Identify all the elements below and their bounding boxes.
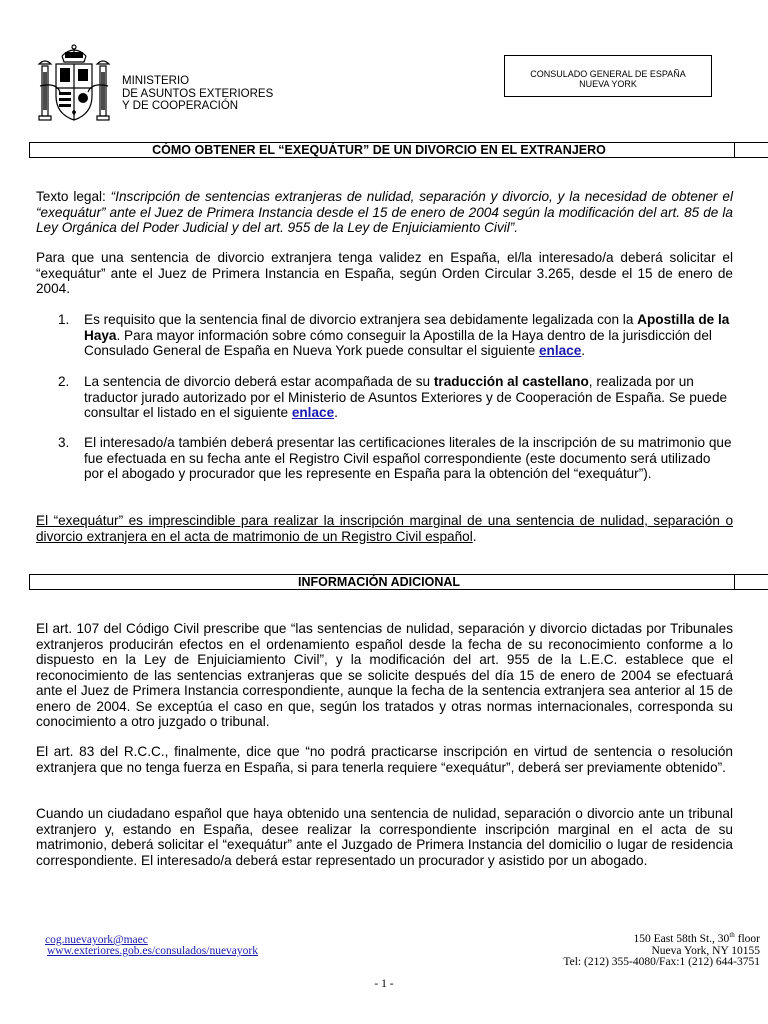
section-title: INFORMACIÓN ADICIONAL [297, 575, 461, 589]
ministry-line: Y DE COOPERACIÓN [122, 100, 239, 112]
legal-quote: “Inscripción de sentencias extranjeras de nulidad, separación y divorcio, y la necesidad de obtener el “exequátur” ante el Juez de Primera Instancia desde el 15 de enero de 2004 según la modificación del art. 85 de la Ley Orgánica del Poder Judicial y del art. 955 de la Ley de Enjuiciamiento Civil”. [36, 189, 733, 235]
website-link[interactable]: www.exteriores.gob.es/consulados/nuevayork [47, 945, 258, 957]
info-paragraph: Cuando un ciudadano español que haya obtenido una sentencia de nulidad, separación o divorcio ante un tribunal extranjero y, estando en España, desee realizar la correspondiente inscripción marginal en el acta de su matrimonio, deberá solicitar el “exequátur” ante el Juzgado de Primera Instancia del domicilio o lugar de residencia correspondiente. El interesado/a deberá estar representado un procurador y asistido por un abogado. [36, 806, 733, 868]
legal-text-paragraph [36, 189, 733, 236]
list-item [58, 435, 733, 482]
consulate-line: CONSULADO GENERAL DE ESPAÑA [530, 69, 686, 79]
title-bar-tab [734, 574, 768, 590]
translators-link[interactable]: enlace [291, 405, 335, 420]
info-paragraph: El art. 107 del Código Civil prescribe que “las sentencias de nulidad, separación y divorcio dictadas por Tribunales extranjeros producirán efectos en el ordenamiento español desde la fecha de su reconocimiento conforme a lo dispuesto en la Ley de Enjuiciamiento Civil”, y la modificación del art. 955 de la L.E.C. establece que el reconocimiento de las sentencias extranjeras que se solicite después del día 15 de enero de 2004 se efectuará ante el Juez de Primera Instancia correspondiente, aunque la fecha de la sentencia extranjera sea anterior al 15 de enero de 2004. Se exceptúa el caso en que, según los tratados y otras normas internacionales, corresponda su conocimiento a otro juzgado o tribunal. [36, 621, 733, 729]
list-item [58, 374, 733, 421]
closing-underlined: El “exequátur” es imprescindible para realizar la inscripción marginal de una sentencia de nulidad, separación o divorcio extranjera en el acta de matrimonio de un Registro Civil español [36, 513, 733, 544]
address-street: 150 East 58th St., 30 [633, 933, 730, 945]
ministry-line: MINISTERIO [122, 75, 190, 87]
ministry-line: DE ASUNTOS EXTERIORES [122, 87, 274, 100]
list-text-part: Es requisito que la sentencia final de divorcio extranjera sea debidamente legalizada con la [84, 312, 638, 327]
email-link[interactable]: cog.nuevayork@maec [45, 934, 148, 946]
page-number: - 1 - [374, 978, 394, 990]
list-text-part: . [334, 405, 338, 420]
info-paragraph: El art. 83 del R.C.C., finalmente, dice que “no podrá practicarse inscripción en virtud de sentencia o resolución extranjera que no tenga fuerza en España, si para tenerla requiere “exequátur”, deberá ser previamente obtenido”. [36, 744, 733, 775]
section-title: CÓMO OBTENER EL “EXEQUÁTUR” DE UN DIVORCIO EN EL EXTRANJERO [152, 143, 606, 157]
ministry-name [122, 75, 273, 113]
list-text-part: . [581, 343, 586, 358]
address-line: Nueva York, NY 10155 [651, 944, 760, 957]
apostille-link[interactable]: enlace [538, 343, 582, 358]
legal-label: Texto legal: [36, 189, 111, 204]
spanish-coat-of-arms-icon [36, 42, 112, 126]
list-text-part: La sentencia de divorcio deberá estar acompañada de su [84, 374, 434, 389]
address-line [563, 931, 760, 946]
address-ordinal: th [729, 931, 735, 940]
address-floor: floor [734, 933, 760, 945]
consulate-box [504, 55, 712, 97]
translation-bold: traducción al castellano [433, 374, 589, 389]
consulate-line: NUEVA YORK [579, 79, 637, 89]
list-text [84, 312, 733, 359]
apostille-bold: Apostilla de la Haya [84, 312, 730, 343]
list-text [84, 374, 733, 421]
closing-paragraph [36, 513, 733, 544]
list-text-part: , realizada por un traductor jurado autorizado por el Ministerio de Asuntos Exteriores y de Cooperación de España. Se puede consultar el listado en el siguiente [84, 374, 728, 420]
list-text-part: . Para mayor información sobre cómo conseguir la Apostilla de la Haya dentro de la jurisdicción del Consulado General de España en Nueva York puede consultar el siguiente [84, 327, 712, 358]
title-bar-tab [734, 142, 768, 158]
address-block [563, 931, 760, 969]
closing-end: . [472, 528, 477, 544]
list-item [58, 312, 733, 359]
list-number: 2. [58, 374, 70, 389]
list-number: 1. [58, 312, 70, 327]
list-number: 3. [58, 435, 70, 450]
address-line: Tel: (212) 355-4080/Fax:1 (212) 644-3751 [563, 956, 760, 968]
intro-paragraph: Para que una sentencia de divorcio extranjera tenga validez en España, el/la interesado/a deberá solicitar el “exequátur” ante el Juez de Primera Instancia en España, según Orden Circular 3.265, desde el 15 de enero de 2004. [36, 250, 733, 296]
section-title-bar [29, 574, 768, 590]
section-title-bar [29, 142, 768, 158]
coat-of-arms-icon [36, 42, 112, 126]
list-text: El interesado/a también deberá presentar las certificaciones literales de la inscripción de su matrimonio que fue efectuada en su fecha ante el Registro Civil español correspondiente (este documento será utilizado por el abogado y procurador que les represente en España para la obtención del “exequátur”). [84, 435, 732, 481]
